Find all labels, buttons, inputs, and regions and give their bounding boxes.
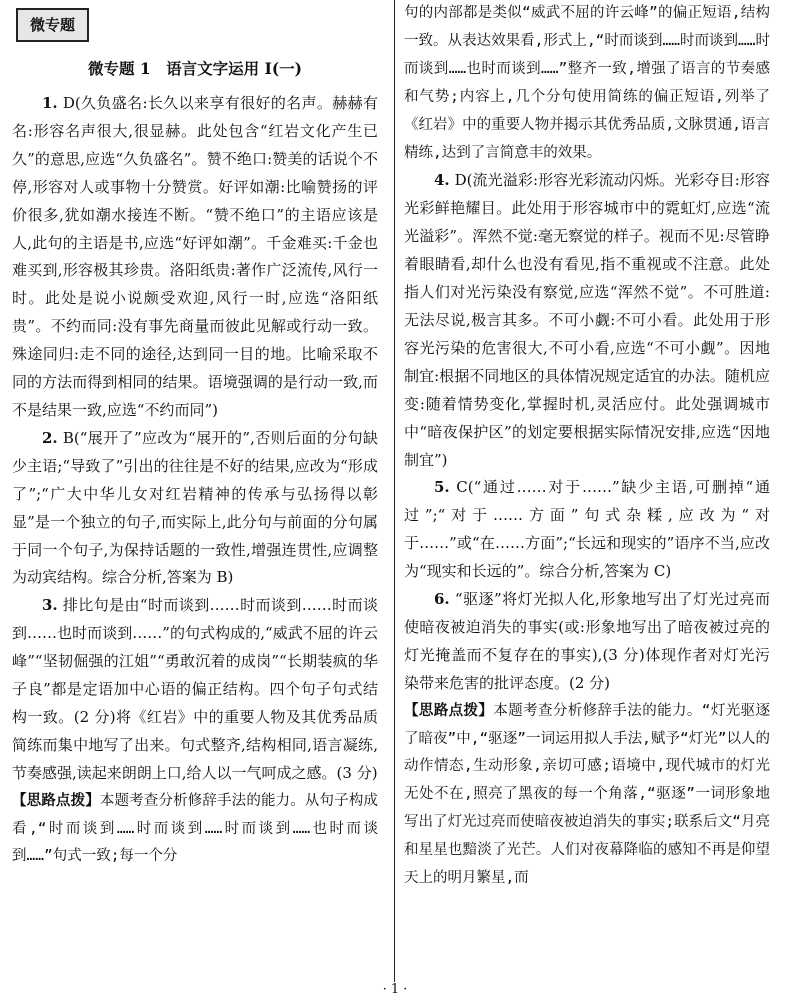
answer-6 — [404, 586, 770, 698]
right-column — [404, 0, 770, 893]
answer-2 — [12, 425, 378, 592]
hint-3-text: 本题考查分析修辞手法的能力。从句子构成看,“时而谈到……时而谈到……时而谈到……也时而谈到……”句式一致;每一个分 — [12, 792, 378, 865]
hint-6-tag: 【思路点拨】 — [404, 702, 494, 719]
answer-4-number: 4. — [434, 171, 450, 190]
hint-3-continued: 句的内部都是类似“威武不屈的许云峰”的偏正短语,结构一致。从表达效果看,形式上,“时而谈到……时而谈到……时而谈到……也时而谈到……”整齐一致,增强了语言的节奏感和气势;内容上,几个分句使用简练的偏正短语,列举了《红岩》中的重要人物并揭示其优秀品质,文脉贯通,语言精练,达到了言简意丰的效果。 — [404, 5, 770, 161]
section-badge: 微专题 — [16, 8, 89, 42]
hint-6-text: 本题考查分析修辞手法的能力。“灯光驱逐了暗夜”中,“驱逐”一词运用拟人手法,赋予“灯光”以人的动作情态,生动形象,亲切可感;语境中,现代城市的灯光无处不在,照亮了黑夜的每一个角落,“驱逐”一词形象地写出了灯光过亮而使暗夜被迫消失的事实;联系后文“月亮和星星也黯淡了光芒。人们对夜幕降临的感知不再是仰望天上的明月繁星,而 — [404, 702, 771, 887]
answer-5-text: C(“通过……对于……”缺少主语,可删掉“通过”;“对于……方面”句式杂糅,应改为“对于……”或“在……方面”;“长远和现实的”语序不当,应改为“现实和长远的”。综合分析,答案为 C) — [404, 478, 770, 581]
answer-1-text: D(久负盛名:长久以来享有很好的名声。赫赫有名:形容名声很大,很显赫。此处包含“红岩文化产生已久”的意思,应选“久负盛名”。赞不绝口:赞美的话说个不停,形容对人或事物十分赞赏。好评如潮:比喻赞扬的评价很多,犹如潮水接连不断。“赞不绝口”的主语应该是人,此句的主语是书,应选“好评如潮”。千金难买:千金也难买到,形容极其珍贵。洛阳纸贵:著作广泛流传,风行一时。此处是说小说颇受欢迎,风行一时,应选“洛阳纸贵”。不约而同:没有事先商量而彼此见解或行动一致。殊途同归:走不同的途径,达到同一目的地。比喻采取不同的方法而得到相同的结果。语境强调的是行动一致,而不是结果一致,应选“不约而同”) — [12, 94, 378, 419]
answer-3 — [12, 592, 378, 787]
answer-2-text: B(“展开了”应改为“展开的”,否则后面的分句缺少主语;“导致了”引出的往往是不好的结果,应改为“形成了”;“广大中华儿女对红岩精神的传承与弘扬得以彰显”是一个独立的句子,而实际上,此分句与前面的分句属于同一个句子,为保持话题的一致性,增强连贯性,应调整为动宾结构。综合分析,答案为 B) — [12, 428, 378, 587]
hint-3-tag: 【思路点拨】 — [12, 792, 100, 809]
answer-5-number: 5. — [434, 478, 450, 497]
answer-1-number: 1. — [42, 94, 58, 112]
page-number: · 1 · — [382, 982, 408, 997]
answer-5 — [404, 474, 770, 586]
answer-6-number: 6. — [434, 590, 450, 609]
answer-2-number: 2. — [42, 428, 58, 447]
hint-6 — [404, 698, 770, 893]
answer-3-number: 3. — [42, 596, 58, 615]
answer-6-text: “驱逐”将灯光拟人化,形象地写出了灯光过亮而使暗夜被迫消失的事实(或:形象地写出了暗夜被过亮的灯光掩盖而不复存在的事实),(3 分)体现作者对灯光污染带来危害的批评态度。(2 分) — [404, 590, 770, 692]
answer-1 — [12, 90, 378, 425]
answer-4-text: D(流光溢彩:形容光彩流动闪烁。光彩夺目:形容光彩鲜艳耀目。此处用于形容城市中的霓虹灯,应选“流光溢彩”。浑然不觉:毫无察觉的样子。视而不见:尽管睁着眼睛看,却什么也没有看见,指不重视或不注意。此处指人们对光污染没有察觉,应选“浑然不觉”。不可胜道:无法尽说,极言其多。不可小觑:不可小看。此处用于形容光污染的危害很大,不可小看,应选“不可小觑”。因地制宜:根据不同地区的具体情况规定适宜的办法。随机应变:随着情势变化,掌握时机,灵活应付。此处强调城市中“暗夜保护区”的划定要根据实际情况安排,应选“因地制宜”) — [404, 171, 770, 469]
column-divider — [394, 0, 395, 982]
answer-3-text: 排比句是由“时而谈到……时而谈到……时而谈到……也时而谈到……”的句式构成的,“威武不屈的许云峰”“坚韧倔强的江姐”“勇敢沉着的成岗”“长期装疯的华子良”都是定语加中心语的偏正结构。四个句子句式结构一致。(2 分)将《红岩》中的重要人物及其优秀品质简练而集中地写了出来。句式整齐,结构相同,语言凝练,节奏感强,读起来朗朗上口,给人以一气呵成之感。(3 分) — [12, 596, 378, 782]
answer-4 — [404, 167, 770, 474]
hint-3 — [12, 788, 378, 872]
left-column — [12, 0, 378, 871]
page-title: 微专题 1 语言文字运用 Ⅰ(一) — [88, 59, 302, 78]
